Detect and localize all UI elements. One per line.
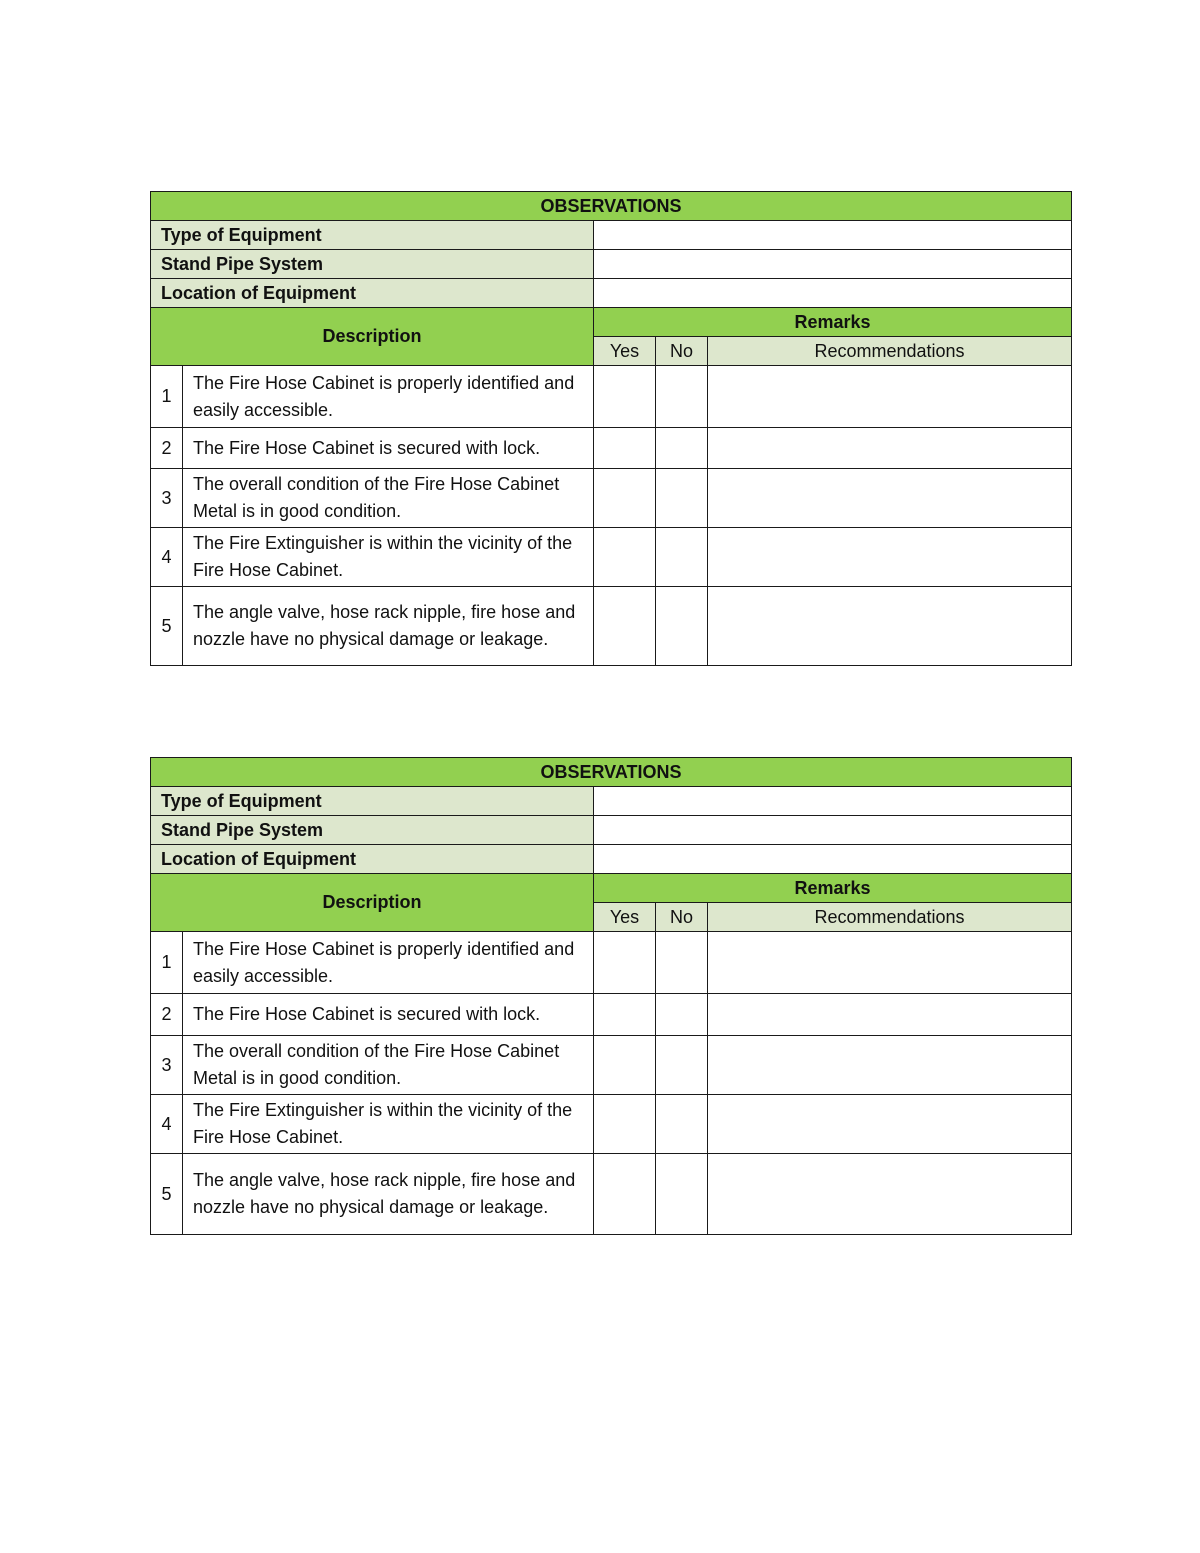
yes-cell[interactable] [594, 1036, 656, 1095]
item-number: 1 [151, 366, 183, 428]
description-header: Description [151, 308, 594, 366]
field-label-type-of-equipment: Type of Equipment [151, 787, 594, 816]
item-number: 4 [151, 528, 183, 587]
item-description: The Fire Hose Cabinet is secured with lock. [183, 994, 594, 1036]
field-value-stand-pipe-system[interactable] [594, 816, 1072, 845]
recommendations-cell[interactable] [708, 587, 1072, 666]
item-number: 3 [151, 1036, 183, 1095]
table-row [151, 1095, 1072, 1154]
field-label-location-of-equipment: Location of Equipment [151, 845, 594, 874]
no-cell[interactable] [656, 587, 708, 666]
no-cell[interactable] [656, 1095, 708, 1154]
table-row [151, 1154, 1072, 1235]
yes-cell[interactable] [594, 587, 656, 666]
item-description: The Fire Hose Cabinet is properly identified and easily accessible. [183, 932, 594, 994]
table-row [151, 587, 1072, 666]
col-yes-header: Yes [594, 903, 656, 932]
table-row [151, 994, 1072, 1036]
recommendations-cell[interactable] [708, 994, 1072, 1036]
table-row [151, 528, 1072, 587]
observations-table-1 [150, 191, 1072, 666]
recommendations-cell[interactable] [708, 1154, 1072, 1235]
recommendations-cell[interactable] [708, 428, 1072, 469]
field-label-type-of-equipment: Type of Equipment [151, 221, 594, 250]
recommendations-cell[interactable] [708, 366, 1072, 428]
item-description: The Fire Hose Cabinet is secured with lock. [183, 428, 594, 469]
no-cell[interactable] [656, 1154, 708, 1235]
field-value-type-of-equipment[interactable] [594, 787, 1072, 816]
description-header: Description [151, 874, 594, 932]
field-label-stand-pipe-system: Stand Pipe System [151, 816, 594, 845]
item-description: The Fire Hose Cabinet is properly identified and easily accessible. [183, 366, 594, 428]
remarks-header: Remarks [594, 308, 1072, 337]
item-description: The angle valve, hose rack nipple, fire hose and nozzle have no physical damage or leakage. [183, 587, 594, 666]
recommendations-cell[interactable] [708, 469, 1072, 528]
table-row [151, 428, 1072, 469]
no-cell[interactable] [656, 469, 708, 528]
col-recommendations-header: Recommendations [708, 903, 1072, 932]
recommendations-cell[interactable] [708, 528, 1072, 587]
recommendations-cell[interactable] [708, 932, 1072, 994]
col-no-header: No [656, 903, 708, 932]
item-number: 5 [151, 1154, 183, 1235]
col-yes-header: Yes [594, 337, 656, 366]
table-row [151, 1036, 1072, 1095]
table-title: OBSERVATIONS [151, 758, 1072, 787]
item-description: The overall condition of the Fire Hose Cabinet Metal is in good condition. [183, 469, 594, 528]
yes-cell[interactable] [594, 528, 656, 587]
yes-cell[interactable] [594, 1154, 656, 1235]
item-description: The Fire Extinguisher is within the vicinity of the Fire Hose Cabinet. [183, 528, 594, 587]
yes-cell[interactable] [594, 469, 656, 528]
no-cell[interactable] [656, 366, 708, 428]
yes-cell[interactable] [594, 932, 656, 994]
field-value-stand-pipe-system[interactable] [594, 250, 1072, 279]
item-description: The angle valve, hose rack nipple, fire hose and nozzle have no physical damage or leakage. [183, 1154, 594, 1235]
field-label-location-of-equipment: Location of Equipment [151, 279, 594, 308]
field-label-stand-pipe-system: Stand Pipe System [151, 250, 594, 279]
yes-cell[interactable] [594, 366, 656, 428]
recommendations-cell[interactable] [708, 1036, 1072, 1095]
item-description: The Fire Extinguisher is within the vicinity of the Fire Hose Cabinet. [183, 1095, 594, 1154]
col-no-header: No [656, 337, 708, 366]
item-number: 5 [151, 587, 183, 666]
yes-cell[interactable] [594, 994, 656, 1036]
table-row [151, 469, 1072, 528]
field-value-type-of-equipment[interactable] [594, 221, 1072, 250]
item-number: 2 [151, 994, 183, 1036]
no-cell[interactable] [656, 1036, 708, 1095]
recommendations-cell[interactable] [708, 1095, 1072, 1154]
item-description: The overall condition of the Fire Hose Cabinet Metal is in good condition. [183, 1036, 594, 1095]
table-row [151, 932, 1072, 994]
item-number: 2 [151, 428, 183, 469]
table-title: OBSERVATIONS [151, 192, 1072, 221]
col-recommendations-header: Recommendations [708, 337, 1072, 366]
no-cell[interactable] [656, 528, 708, 587]
item-number: 1 [151, 932, 183, 994]
field-value-location-of-equipment[interactable] [594, 279, 1072, 308]
no-cell[interactable] [656, 428, 708, 469]
table-row [151, 366, 1072, 428]
remarks-header: Remarks [594, 874, 1072, 903]
item-number: 4 [151, 1095, 183, 1154]
yes-cell[interactable] [594, 1095, 656, 1154]
field-value-location-of-equipment[interactable] [594, 845, 1072, 874]
no-cell[interactable] [656, 994, 708, 1036]
no-cell[interactable] [656, 932, 708, 994]
item-number: 3 [151, 469, 183, 528]
observations-table-2 [150, 757, 1072, 1235]
yes-cell[interactable] [594, 428, 656, 469]
